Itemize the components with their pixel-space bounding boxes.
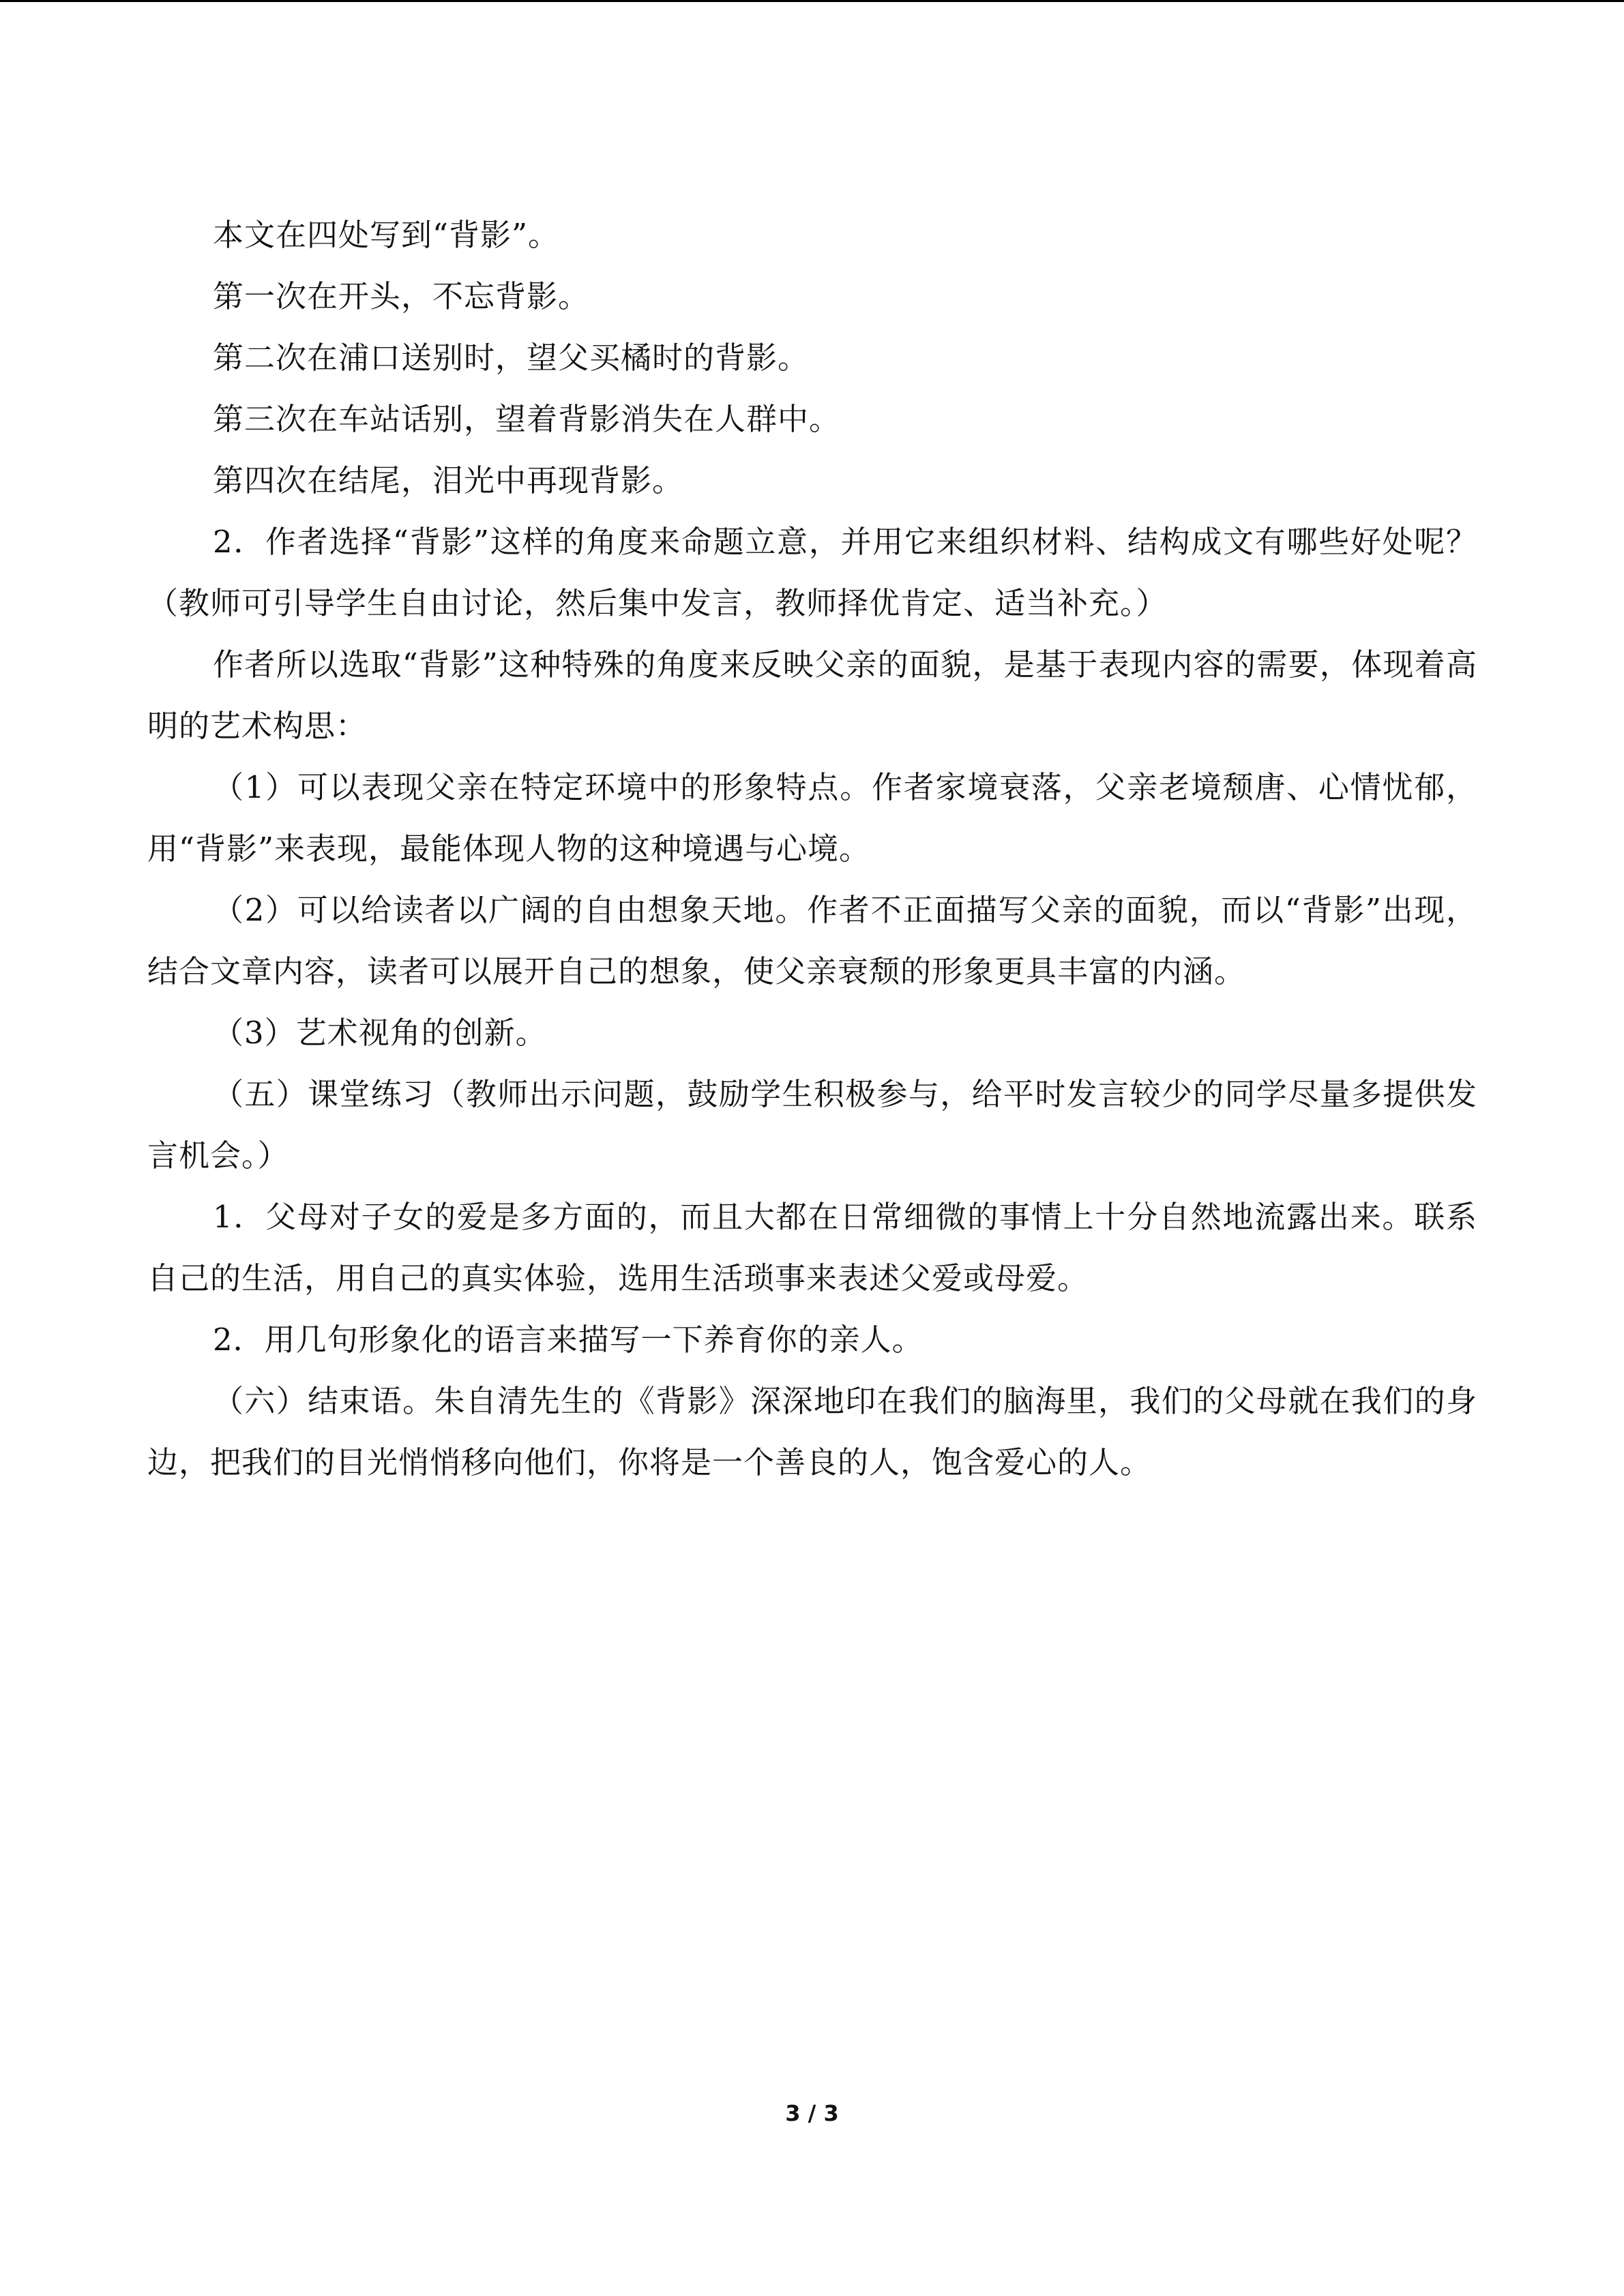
paragraph: 2．作者选择“背影”这样的角度来命题立意，并用它来组织材料、结构成文有哪些好处呢？（教师可引导学生自由讨论，然后集中发言，教师择优肯定、适当补充。） (147, 524, 1477, 621)
page-number: 3 / 3 (785, 2100, 839, 2126)
paragraph: 第四次在结尾，泪光中再现背影。 (213, 462, 684, 498)
paragraph: （1）可以表现父亲在特定环境中的形象特点。作者家境衰落，父亲老境颓唐、心情忧郁，用“背影”来表现，最能体现人物的这种境遇与心境。 (147, 769, 1477, 867)
paragraph: 2．用几句形象化的语言来描写一下养育你的亲人。 (213, 1322, 924, 1358)
top-border-line (0, 0, 1624, 2)
paragraph: 本文在四处写到“背影”。 (213, 217, 560, 253)
paragraph: 1．父母对子女的爱是多方面的，而且大都在日常细微的事情上十分自然地流露出来。联系自己的生活，用自己的真实体验，选用生活琐事来表述父爱或母爱。 (147, 1199, 1477, 1296)
document-body (147, 205, 1477, 1493)
paragraph: 第二次在浦口送别时，望父买橘时的背影。 (213, 340, 810, 376)
paragraph: （六）结束语。朱自清先生的《背影》深深地印在我们的脑海里，我们的父母就在我们的身边，把我们的目光悄悄移向他们，你将是一个善良的人，饱含爱心的人。 (147, 1383, 1477, 1480)
paragraph: 第一次在开头，不忘背影。 (213, 278, 590, 314)
paragraph: （五）课堂练习（教师出示问题，鼓励学生积极参与，给平时发言较少的同学尽量多提供发言机会。） (147, 1076, 1477, 1174)
paragraph: （3）艺术视角的创新。 (213, 1015, 547, 1051)
paragraph: 作者所以选取“背影”这种特殊的角度来反映父亲的面貌，是基于表现内容的需要，体现着高明的艺术构思： (147, 646, 1477, 744)
paragraph: 第三次在车站话别，望着背影消失在人群中。 (213, 401, 841, 437)
paragraph: （2）可以给读者以广阔的自由想象天地。作者不正面描写父亲的面貌，而以“背影”出现，结合文章内容，读者可以展开自己的想象，使父亲衰颓的形象更具丰富的内涵。 (147, 892, 1477, 989)
